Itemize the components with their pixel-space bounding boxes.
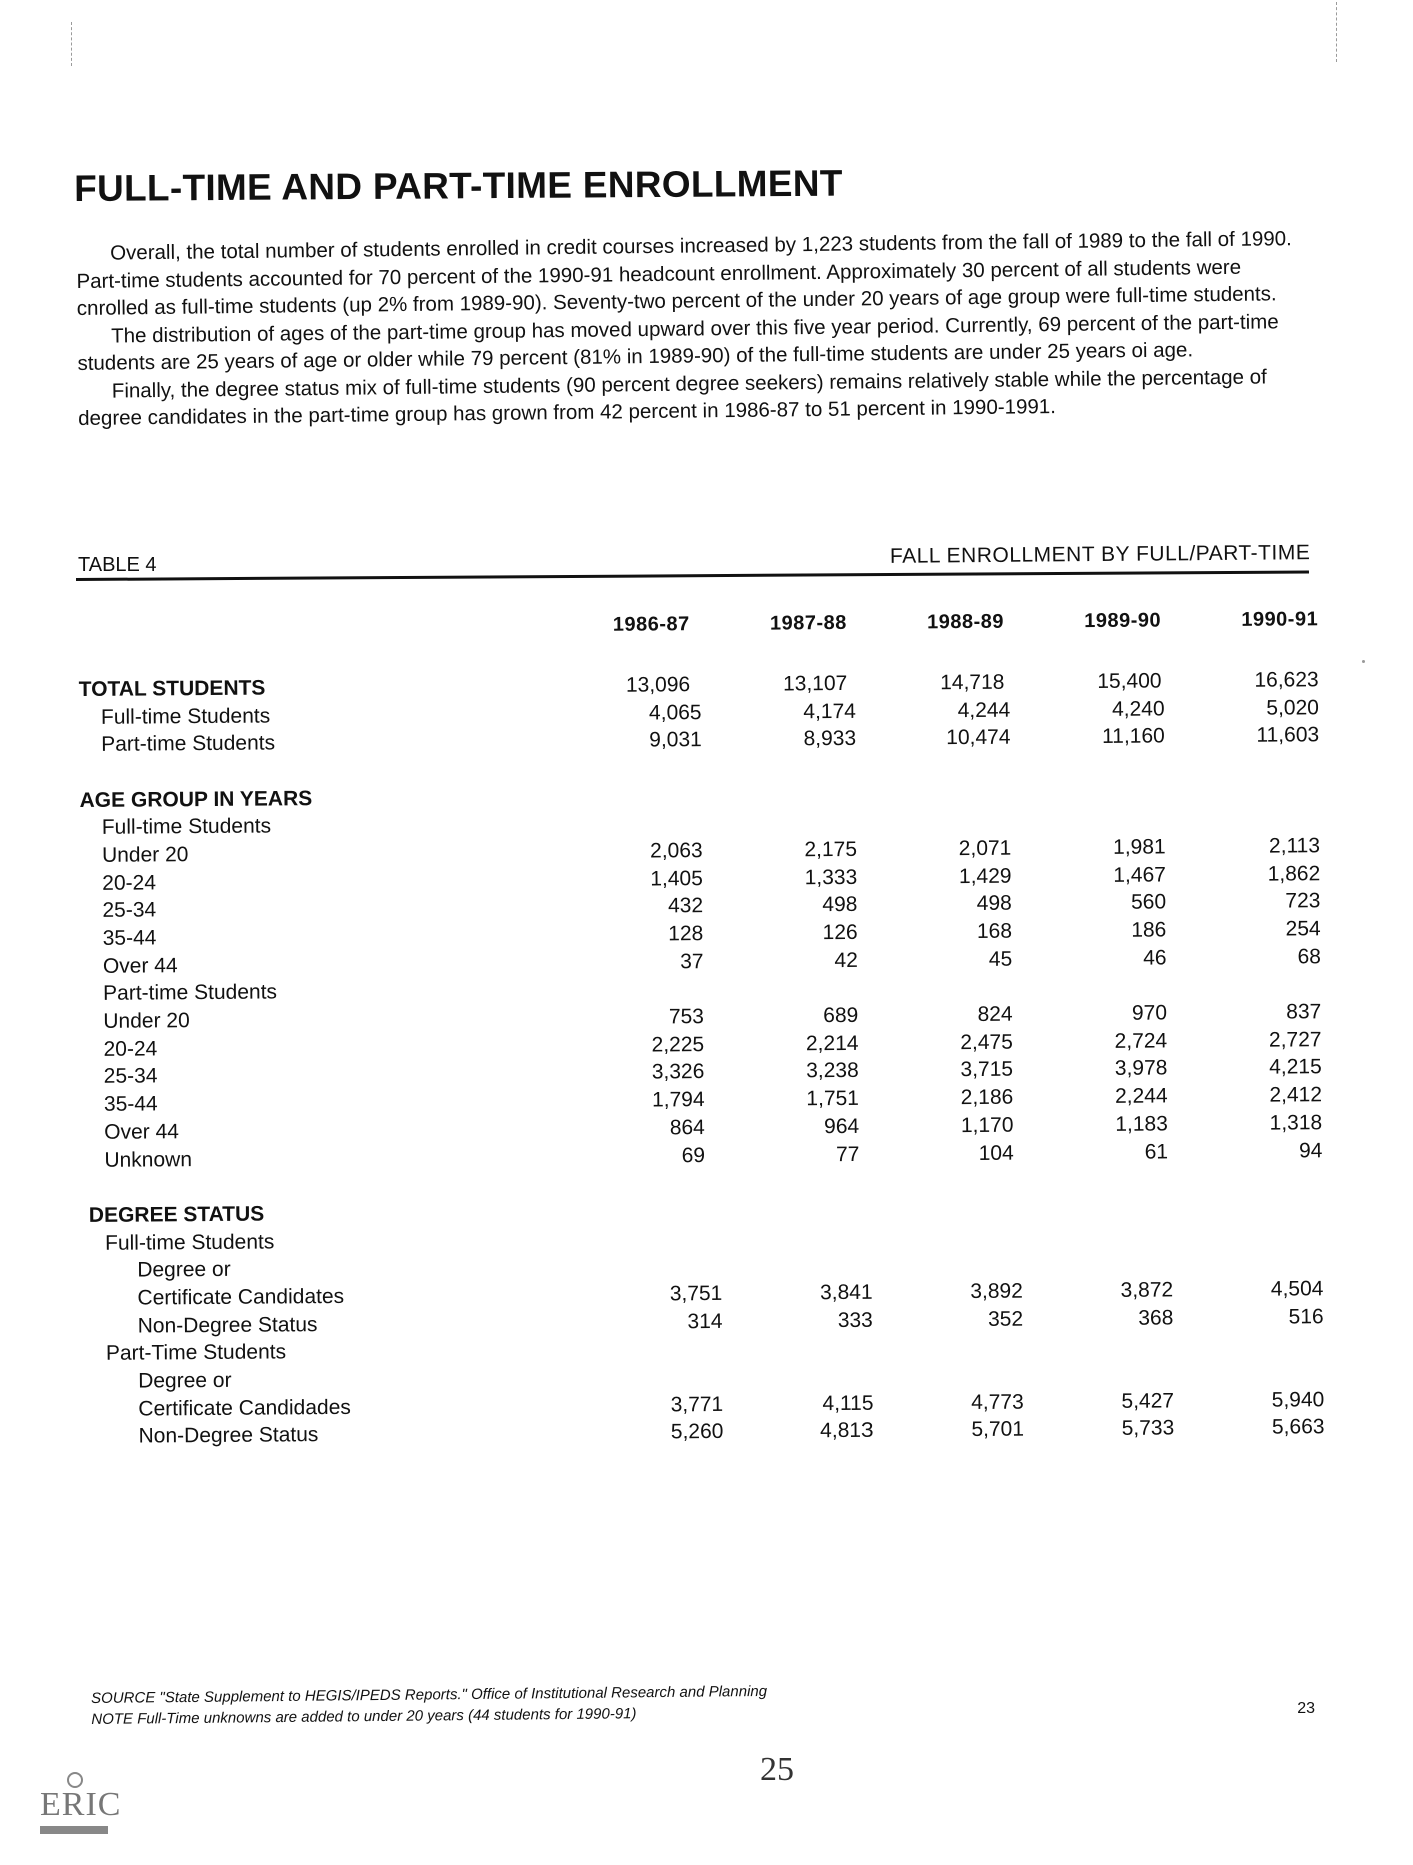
cell: 3,715 [960, 1058, 1014, 1082]
cell: 2,113 [1268, 834, 1321, 858]
cell: 970 [1131, 1001, 1168, 1025]
logo-bar [40, 1826, 108, 1834]
cell: 498 [822, 893, 858, 917]
row-label: 35-44 [102, 926, 157, 950]
table-title: FALL ENROLLMENT BY FULL/PART-TIME [889, 541, 1311, 568]
cell: 2,186 [960, 1085, 1014, 1110]
row-label: Degree or [138, 1368, 232, 1393]
row-label: Full-time Students [100, 704, 271, 729]
cell: 368 [1138, 1306, 1174, 1330]
cell: 5,940 [1271, 1387, 1325, 1412]
cell: 1,981 [1113, 835, 1166, 859]
center-page-number: 25 [760, 1751, 794, 1788]
cell: 4,065 [648, 700, 702, 725]
crop-mark-left [71, 22, 72, 66]
cell: 2,475 [960, 1030, 1013, 1054]
eric-logo [40, 1772, 122, 1842]
cell: 94 [1298, 1138, 1323, 1162]
year-header: 1988-89 [926, 610, 1005, 633]
cell: 333 [837, 1308, 873, 1332]
cell: 824 [977, 1002, 1013, 1027]
cell: 753 [668, 1005, 705, 1029]
cell: 3,872 [1120, 1278, 1174, 1302]
cell: 9,031 [649, 728, 702, 752]
cell: 1,333 [804, 865, 858, 889]
paragraph-distribution: The distribution of ages of the part-time group has moved upward over this five year period. Currently, 69 percent of the part-timе students are 25 years of age or older while 79 percent (81% in 1989-90) of the full-time students are under 25 years oi age. [77, 309, 1279, 375]
row-label: Part-Time Students [105, 1340, 287, 1366]
cell: 2,412 [1269, 1083, 1323, 1107]
cell: 3,751 [669, 1281, 723, 1306]
cell: 560 [1130, 890, 1167, 915]
row-label: Part-time Students [101, 731, 276, 757]
cell: 16,623 [1254, 668, 1319, 692]
row-label: Full-time Students [101, 814, 272, 840]
row-label: 25-34 [102, 898, 157, 923]
cell: 13,096 [625, 673, 691, 697]
year-header: 1987-88 [769, 611, 847, 635]
cell: 15,400 [1097, 669, 1162, 693]
row-label: Under 20 [103, 1009, 190, 1033]
cell: 3,892 [970, 1279, 1023, 1303]
cell: 4,115 [822, 1391, 874, 1415]
note: NOTE Full-Time unknowns are added to under 20 years (44 students for 1990-91) [91, 1705, 637, 1728]
cell: 186 [1131, 918, 1167, 942]
cell: 964 [824, 1114, 860, 1138]
footnotes [91, 1681, 767, 1730]
cell: 1,429 [958, 864, 1012, 888]
row-label: 35-44 [103, 1092, 158, 1116]
cell: 2,175 [804, 837, 858, 862]
cell: 5,701 [971, 1418, 1025, 1442]
cell: 10,474 [946, 725, 1011, 750]
eric-logo-text: ERIC [40, 1786, 122, 1823]
cell: 68 [1297, 944, 1321, 969]
cell: 11,160 [1102, 724, 1165, 749]
cell: 1,183 [1115, 1112, 1168, 1136]
cell: 5,733 [1121, 1416, 1175, 1441]
page-number: 23 [1297, 1700, 1315, 1717]
cell: 69 [681, 1143, 706, 1167]
intro-text [76, 225, 1303, 432]
row-label: 20-24 [103, 1037, 158, 1061]
cell: 5,427 [1121, 1389, 1175, 1413]
cell: 314 [687, 1309, 723, 1333]
cell: 837 [1286, 1000, 1322, 1024]
cell: 4,244 [957, 698, 1011, 722]
cell: 3,326 [651, 1060, 705, 1084]
cell: 5,663 [1271, 1415, 1325, 1440]
row-label: Under 20 [101, 843, 189, 867]
cell: 77 [835, 1142, 860, 1166]
cell: 128 [668, 922, 704, 946]
paragraph-overall: Overall, the total number of students enrolled in credit courses increased by 1,223 students from the fall of 1989 to the fall of 1990. Part-time students accounted for 70 percent of the 1990-91 headcount enrollment. Approximately 30 percent of all students were cnrolled as full-time students (up 2% from 1989-90). Seventy-two percent of the under 20 years of age group were full-time students. [76, 227, 1292, 320]
cell: 104 [978, 1141, 1014, 1165]
cell: 45 [988, 947, 1013, 971]
cell: 3,978 [1114, 1056, 1168, 1081]
cell: 723 [1285, 889, 1321, 913]
page-title: FULL-TIME AND PART-TIME ENROLLMENT [74, 162, 843, 209]
cell: 2,244 [1114, 1084, 1168, 1109]
cell: 5,260 [670, 1420, 724, 1444]
year-header: 1990-91 [1241, 607, 1319, 631]
crop-mark-right [1336, 2, 1337, 62]
source-note: SOURCE "State Supplement to HEGIS/IPEDS Reports." Office of Institutional Research and Planning [91, 1682, 768, 1707]
year-header: 1989-90 [1084, 608, 1162, 632]
cell: 5,020 [1266, 695, 1320, 720]
row-label: Over 44 [104, 1120, 179, 1144]
cell: 4,240 [1111, 697, 1165, 721]
cell: 1,751 [806, 1087, 860, 1111]
cell: 516 [1288, 1304, 1324, 1329]
cell: 432 [667, 894, 704, 918]
cell: 11,603 [1256, 723, 1320, 747]
row-label: AGE GROUP IN YEARS [79, 786, 313, 812]
cell: 46 [1143, 946, 1167, 970]
cell: 1,405 [650, 866, 703, 891]
year-header: 1986-87 [612, 612, 690, 636]
cell: 126 [822, 920, 858, 945]
cell: 2,063 [649, 839, 703, 863]
scan-speck [1362, 660, 1365, 663]
cell: 4,215 [1269, 1055, 1322, 1080]
cell: 254 [1285, 917, 1321, 941]
table-header-row [78, 588, 1318, 660]
row-label: Certificate Candidates [137, 1284, 345, 1310]
cell: 1,318 [1269, 1111, 1323, 1135]
cell: 352 [987, 1307, 1024, 1331]
cell: 2,214 [805, 1031, 859, 1056]
cell: 2,071 [958, 836, 1012, 861]
cell: 1,170 [960, 1113, 1014, 1137]
cell: 42 [834, 948, 858, 972]
row-label: Full-time Students [104, 1230, 275, 1255]
enrollment-table [78, 588, 1325, 1451]
table-label: TABLE 4 [78, 554, 157, 576]
cell: 689 [823, 1003, 859, 1028]
cell: 1,794 [651, 1088, 705, 1112]
cell: 498 [976, 892, 1012, 916]
row-label: TOTAL STUDENTS [78, 676, 266, 701]
cell: 4,773 [971, 1390, 1024, 1414]
row-label: 20-24 [102, 871, 157, 895]
cell: 2,727 [1268, 1028, 1322, 1052]
cell: 3,771 [670, 1392, 724, 1417]
table-rule [76, 570, 1309, 581]
row-label: 25-34 [103, 1064, 158, 1089]
cell: 3,841 [819, 1280, 873, 1305]
cell: 37 [680, 949, 704, 974]
cell: 1,862 [1267, 861, 1321, 886]
cell: 4,504 [1270, 1277, 1324, 1301]
cell: 14,718 [940, 670, 1005, 695]
cell: 4,81З [820, 1419, 874, 1443]
cell: 4,174 [803, 699, 856, 723]
row-label: Non-Degree Status [138, 1423, 319, 1448]
row-label: Unknown [104, 1147, 193, 1172]
cell: 2,724 [1114, 1029, 1168, 1053]
cell: 61 [1144, 1139, 1169, 1164]
paragraph-finally: Finally, the degree status mix of full-time students (90 percent degree seekers) remains relatively stable while the percentage of degree candidates in the part-time group has grown from 42 percent in 1986-87 to 51 percent in 1990-1991. [78, 364, 1267, 430]
row-label: DEGREE STATUS [88, 1202, 265, 1227]
cell: 864 [669, 1115, 705, 1140]
row-label: Non-Degree Status [137, 1312, 318, 1338]
row-label: Certificate Candidades [138, 1395, 351, 1421]
cell: 8,933 [803, 727, 857, 751]
cell: 13,107 [782, 671, 848, 696]
row-label: Over 44 [102, 953, 178, 978]
row-label: Degree or [137, 1258, 231, 1282]
cell: 168 [976, 919, 1013, 943]
row-label: Part-time Students [103, 980, 278, 1006]
cell: 2,225 [651, 1032, 705, 1057]
cell: 1,467 [1113, 863, 1166, 887]
cell: 3,238 [806, 1059, 859, 1083]
